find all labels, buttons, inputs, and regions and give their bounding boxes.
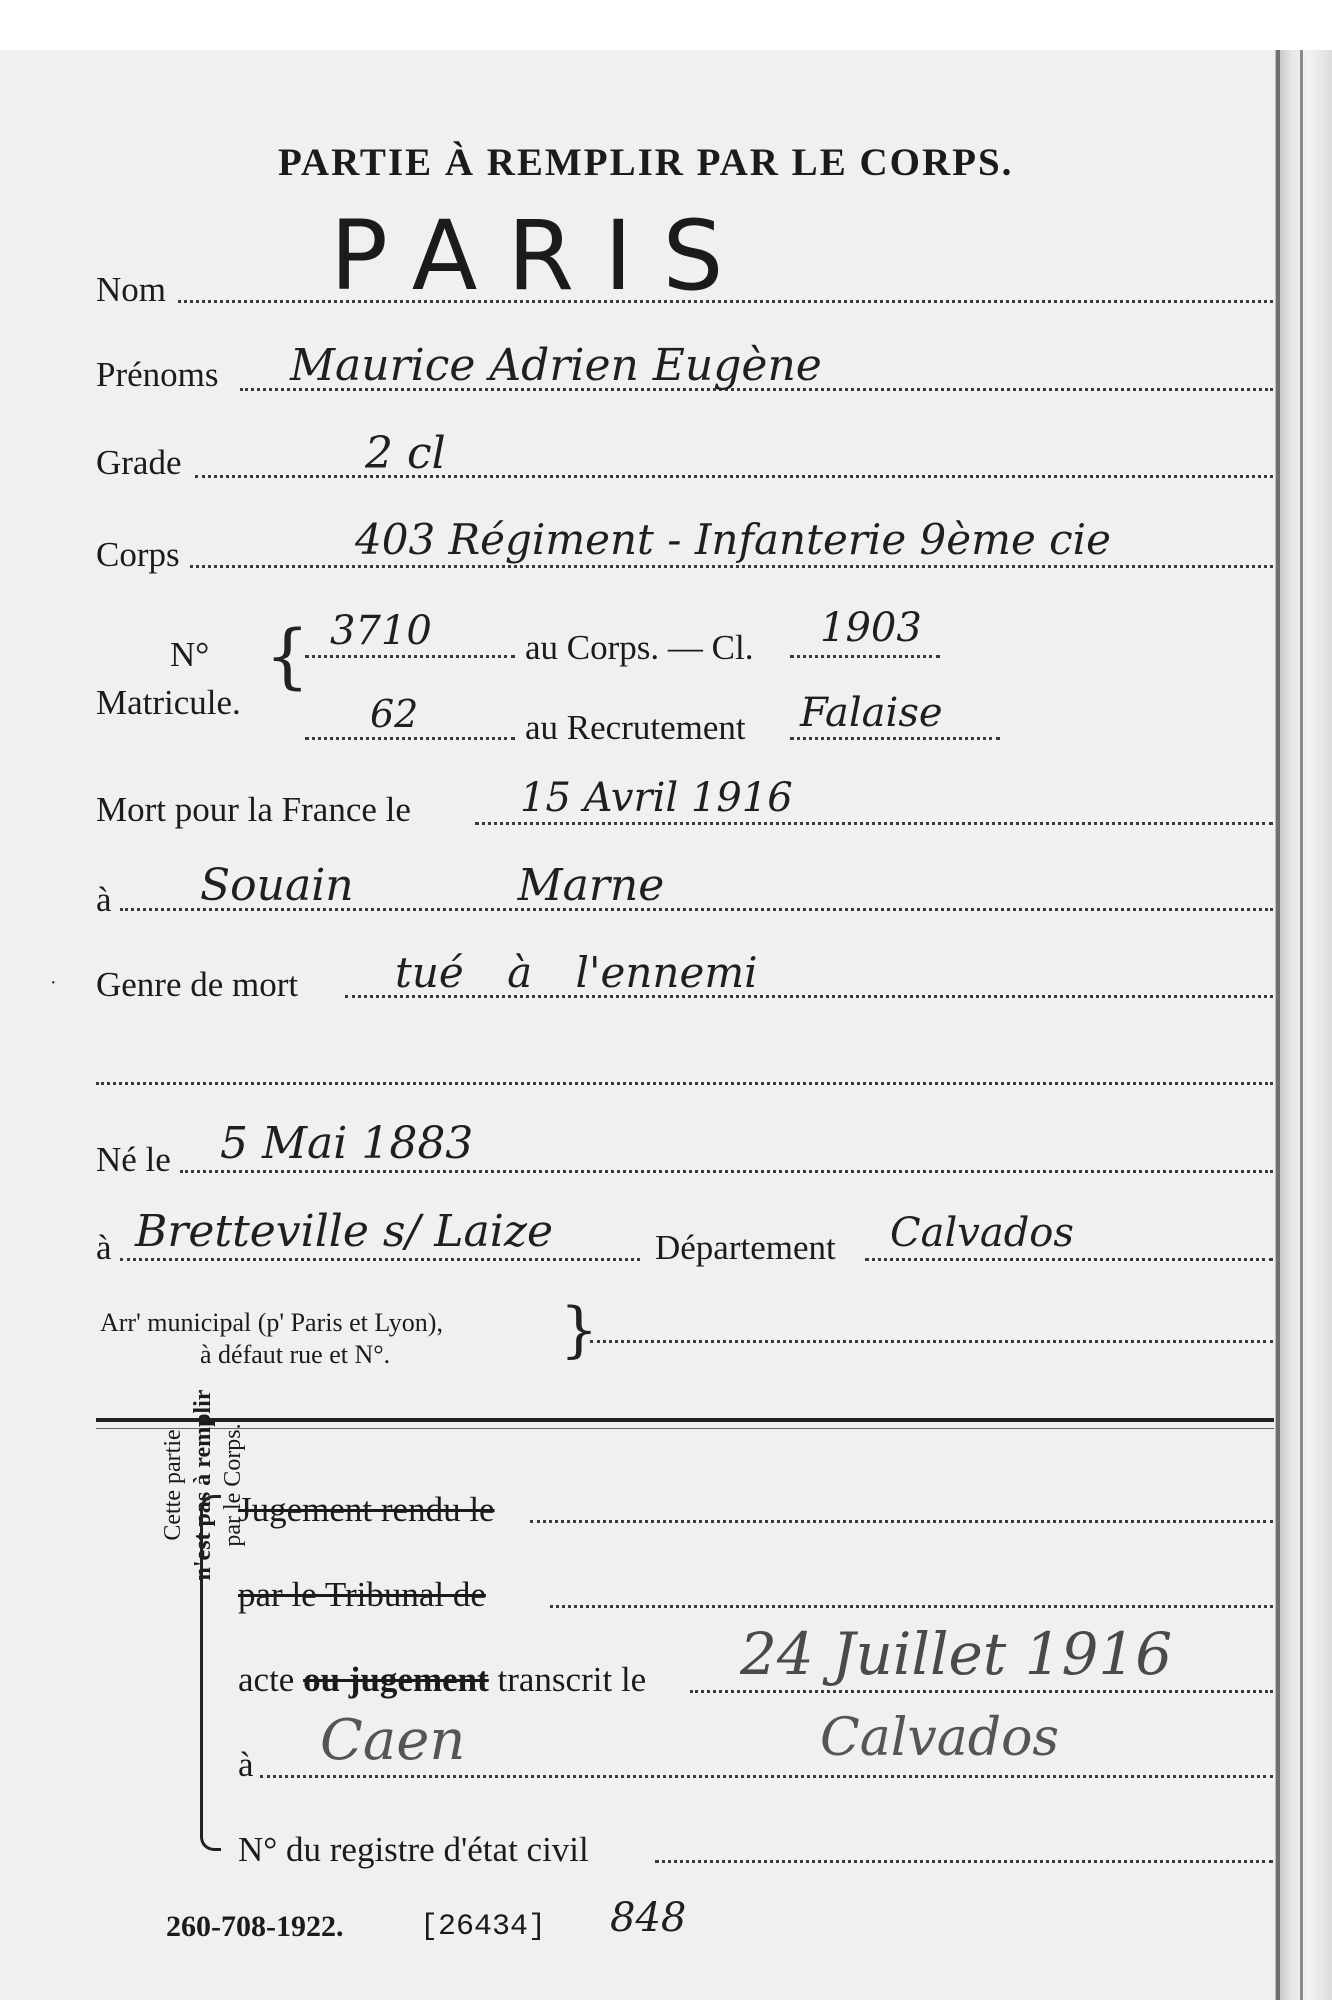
genre-mort-label: Genre de mort bbox=[96, 965, 299, 1004]
side-note-line2: n'est pas à remplir bbox=[190, 1389, 216, 1581]
lieu-naissance-label: à bbox=[96, 1228, 112, 1267]
ne-le-value: 5 Mai 1883 bbox=[220, 1118, 474, 1169]
classe-line bbox=[790, 655, 940, 658]
matricule-corps-label: au Corps. — Cl. bbox=[525, 628, 754, 667]
acte-line bbox=[690, 1690, 1273, 1693]
matricule-no-label: N° bbox=[170, 635, 210, 674]
margin-dot: · bbox=[50, 972, 57, 994]
edge-line bbox=[1276, 50, 1280, 2000]
jugement-line bbox=[530, 1520, 1273, 1523]
registre-line bbox=[655, 1860, 1273, 1863]
recrutement-value: 62 bbox=[370, 692, 419, 736]
side-note-line1: Cette partie bbox=[160, 1429, 186, 1541]
corps-value: 403 Régiment - Infanterie 9ème cie bbox=[355, 515, 1111, 564]
lieu-label: à bbox=[238, 1745, 254, 1784]
edge-line bbox=[1300, 50, 1303, 2000]
nom-label: Nom bbox=[96, 270, 166, 309]
recrutement-place-value: Falaise bbox=[800, 690, 943, 736]
lieu-mort-label: à bbox=[96, 880, 112, 919]
jugement-label: Jugement rendu le bbox=[238, 1490, 495, 1529]
footer-number: 848 bbox=[610, 1895, 687, 1941]
acte-row bbox=[238, 1660, 646, 1700]
ne-le-label: Né le bbox=[96, 1140, 171, 1179]
recrutement-line bbox=[305, 737, 515, 740]
form-title: PARTIE À REMPLIR PAR LE CORPS. bbox=[278, 141, 1014, 184]
registre-label: N° du registre d'état civil bbox=[238, 1830, 589, 1869]
prenoms-value: Maurice Adrien Eugène bbox=[290, 340, 822, 391]
acte-struck: ou jugement bbox=[303, 1660, 489, 1699]
separator-rule bbox=[96, 1418, 1274, 1422]
mort-value: 15 Avril 1916 bbox=[520, 775, 793, 821]
lower-bracket bbox=[200, 1495, 221, 1851]
lieu-value: Caen bbox=[320, 1708, 466, 1773]
matricule-corps-value: 3710 bbox=[330, 608, 432, 654]
classe-value: 1903 bbox=[820, 605, 922, 651]
matricule-brace: { bbox=[265, 615, 310, 697]
nom-value: PARIS bbox=[330, 200, 754, 312]
mort-label: Mort pour la France le bbox=[96, 790, 411, 829]
lieu-value2: Calvados bbox=[820, 1708, 1060, 1768]
lieu-line bbox=[260, 1775, 1273, 1778]
blank-line bbox=[96, 1082, 1273, 1085]
page-edge bbox=[1275, 50, 1332, 2000]
arrondissement-line1: Arr' municipal (p' Paris et Lyon), bbox=[100, 1308, 443, 1337]
footer-ref: [26434] bbox=[420, 1910, 547, 1944]
matricule-corps-line bbox=[305, 655, 515, 658]
mort-line bbox=[475, 822, 1273, 825]
matricule-label: Matricule. bbox=[96, 683, 241, 722]
corps-label: Corps bbox=[96, 535, 180, 574]
ne-le-line bbox=[180, 1170, 1273, 1173]
lieu-naissance-value: Bretteville s/ Laize bbox=[135, 1206, 554, 1257]
lieu-naissance-line bbox=[120, 1258, 640, 1261]
footer-code: 260-708-1922. bbox=[166, 1910, 344, 1943]
arrondissement-brace: } bbox=[560, 1295, 599, 1365]
acte-value: 24 Juillet 1916 bbox=[740, 1620, 1173, 1688]
tribunal-line bbox=[550, 1605, 1273, 1608]
lieu-mort-value: Souain Marne bbox=[200, 860, 665, 911]
separator-rule-thin bbox=[96, 1428, 1274, 1429]
arrondissement-line2: à défaut rue et N°. bbox=[200, 1340, 391, 1369]
departement-value: Calvados bbox=[890, 1210, 1074, 1256]
grade-value: 2 cl bbox=[365, 428, 446, 479]
grade-label: Grade bbox=[96, 443, 182, 482]
acte-prefix: acte bbox=[238, 1660, 295, 1699]
departement-label: Département bbox=[655, 1228, 836, 1267]
genre-mort-value: tué à l'ennemi bbox=[395, 948, 758, 997]
side-note-line3: par le Corps. bbox=[220, 1423, 246, 1547]
grade-line bbox=[195, 475, 1273, 478]
corps-line bbox=[190, 565, 1273, 568]
prenoms-label: Prénoms bbox=[96, 355, 219, 394]
departement-line bbox=[865, 1258, 1273, 1261]
recrutement-label: au Recrutement bbox=[525, 708, 746, 747]
acte-suffix: transcrit le bbox=[497, 1660, 647, 1699]
tribunal-label: par le Tribunal de bbox=[238, 1575, 486, 1614]
recrutement-place-line bbox=[790, 737, 1000, 740]
arrondissement-line bbox=[590, 1340, 1273, 1343]
